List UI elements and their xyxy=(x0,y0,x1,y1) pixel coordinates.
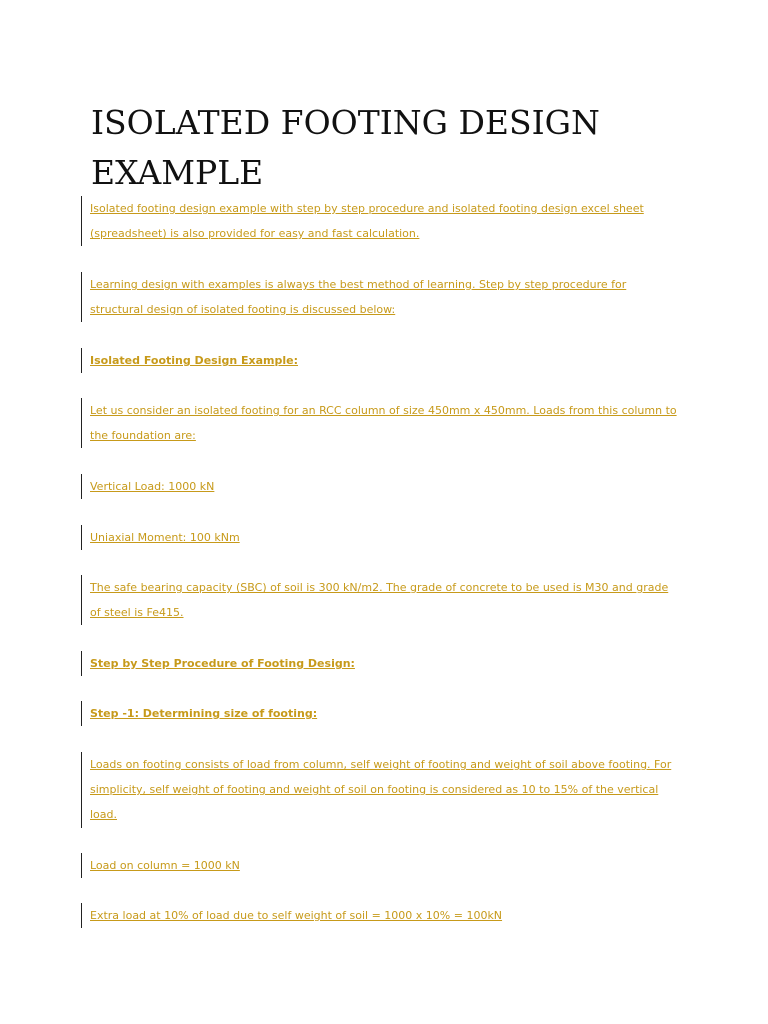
paragraph-marker xyxy=(81,752,82,828)
paragraph-link-intro[interactable]: Isolated footing design example with step by step procedure and isolated footing design excel sheet (spreadsheet) is also provided for easy and fast calculation. xyxy=(90,202,644,240)
section-heading-link[interactable]: Isolated Footing Design Example: xyxy=(90,354,299,367)
paragraph-link-learning[interactable]: Learning design with examples is always the best method of learning. Step by step procedure for structural design of isolated footing is discussed below: xyxy=(90,278,627,316)
paragraph-link-moment[interactable]: Uniaxial Moment: 100 kNm xyxy=(90,531,240,544)
paragraph-marker xyxy=(81,701,82,726)
paragraph-link-column[interactable]: Let us consider an isolated footing for an RCC column of size 450mm x 450mm. Loads from this column to the foundation are: xyxy=(90,404,677,442)
paragraph-link-loads[interactable]: Loads on footing consists of load from column, self weight of footing and weight of soil above footing. For simplicity, self weight of footing and weight of soil on footing is considered as 10 to 15% of the vertical load. xyxy=(90,758,672,821)
paragraph-marker xyxy=(81,651,82,676)
paragraph-marker xyxy=(81,525,82,550)
paragraph-marker xyxy=(81,272,82,322)
section-heading-link[interactable]: Step -1: Determining size of footing: xyxy=(90,707,318,720)
paragraph-marker xyxy=(81,348,82,373)
paragraph-link-extra-load[interactable]: Extra load at 10% of load due to self weight of soil = 1000 x 10% = 100kN xyxy=(90,909,503,922)
paragraph-link-column-load[interactable]: Load on column = 1000 kN xyxy=(90,859,240,872)
paragraph-link-vertical-load[interactable]: Vertical Load: 1000 kN xyxy=(90,480,215,493)
paragraph-marker xyxy=(81,575,82,625)
paragraph-marker xyxy=(81,474,82,499)
paragraph-marker xyxy=(81,853,82,878)
paragraph-marker xyxy=(81,398,82,448)
page-title: ISOLATED FOOTING DESIGN EXAMPLE xyxy=(91,103,600,192)
paragraph-link-sbc[interactable]: The safe bearing capacity (SBC) of soil is 300 kN/m2. The grade of concrete to be used is M30 and grade of steel is Fe415. xyxy=(90,581,669,619)
section-heading-link[interactable]: Step by Step Procedure of Footing Design: xyxy=(90,657,355,670)
paragraph-marker xyxy=(81,903,82,928)
paragraph-marker xyxy=(81,196,82,246)
